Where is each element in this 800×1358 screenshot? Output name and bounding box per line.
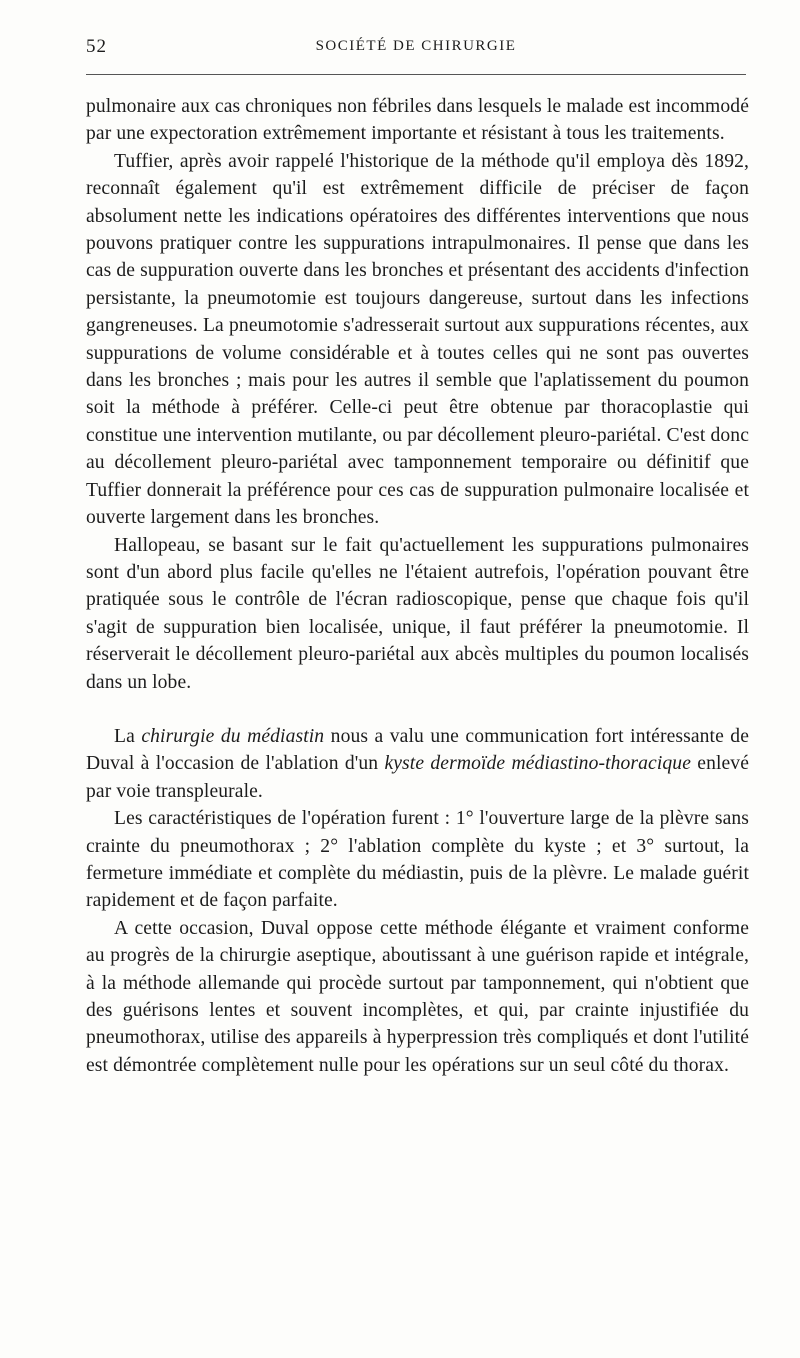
paragraph-1: pulmonaire aux cas chroniques non fébriles dans lesquels le malade est incommodé par une expectoration extrêmement importante et résistant à tous les traitements. — [86, 96, 749, 145]
italic-term-kyste-dermoide: kyste dermoïde médiastino-thoracique — [384, 753, 691, 775]
text-segment: La — [114, 725, 142, 747]
page-number: 52 — [86, 36, 107, 57]
paragraph-tuffier: Tuffier, après avoir rappelé l'historique de la méthode qu'il employa dès 1892, reconnaît également qu'il est extrêmement difficile de préciser de façon absolument nette les indications opératoires des différentes interventions que nous pouvons pratiquer contre les suppurations intrapulmonaires. Il pense que dans les cas de suppuration ouverte dans les bronches et présentant des accidents d'infection persistante, la pneumotomie est toujours dangereuse, surtout dans les infections gangreneuses. La pneumotomie s'adresserait surtout aux suppurations récentes, aux suppurations de volume considérable et à toutes celles qui ne sont pas ouvertes dans les bronches ; mais pour les autres il semble que l'aplatissement du poumon soit la méthode à préférer. Celle-ci peut être obtenue par thoracoplastie qui constitue une intervention mutilante, ou par décollement pleuro-pariétal. C'est donc au décollement pleuro-pariétal avec tamponnement temporaire ou définitif que Tuffier donnerait la préférence pour ces cas de suppuration pulmonaire localisée et ouverte largement dans les bronches. — [86, 150, 749, 529]
italic-term-chirurgie-du-mediastin: chirurgie du médiastin — [141, 725, 325, 747]
text-segment: enlevé par voie transpleurale. — [86, 753, 750, 802]
paragraph-mediastin — [86, 723, 749, 805]
paragraph-caracteristiques: Les caractéristiques de l'opération furent : 1° l'ouverture large de la plèvre sans crainte du pneumothorax ; 2° l'ablation complète du kyste ; et 3° surtout, la fermeture immédiate et complète du médiastin, puis de la plèvre. Le malade guérit rapidement et de façon parfaite. — [86, 808, 749, 912]
text-segment: nous a valu une communication fort intéressante de Duval à l'occasion de l'ablation d'un — [86, 725, 750, 775]
paragraph-hallopeau: Hallopeau, se basant sur le fait qu'actuellement les suppurations pulmonaires sont d'un abord plus facile qu'elles ne l'étaient autrefois, l'opération pouvant être pratiquée sous le contrôle de l'écran radioscopique, pense que chaque fois qu'il s'agit de suppuration bien localisée, unique, il faut préférer la pneumotomie. Il réserverait le décollement pleuro-pariétal aux abcès multiples du poumon localisés dans un lobe. — [86, 534, 749, 693]
header-rule — [86, 74, 746, 75]
body-text — [86, 93, 749, 1079]
paragraph-duval: A cette occasion, Duval oppose cette méthode élégante et vraiment conforme au progrès de la chirurgie aseptique, aboutissant à une guérison rapide et intégrale, à la méthode allemande qui procède surtout par tamponnement, qui n'obtient que des guérisons lentes et souvent incomplètes, et qui, par crainte injustifiée du pneumothorax, utilise des appareils à hyperpression très compliqués et dont l'utilité est démontrée complètement nulle pour les opérations sur un seul côté du thorax. — [86, 917, 749, 1076]
running-head — [86, 36, 746, 60]
running-title: SOCIÉTÉ DE CHIRURGIE — [315, 38, 517, 54]
